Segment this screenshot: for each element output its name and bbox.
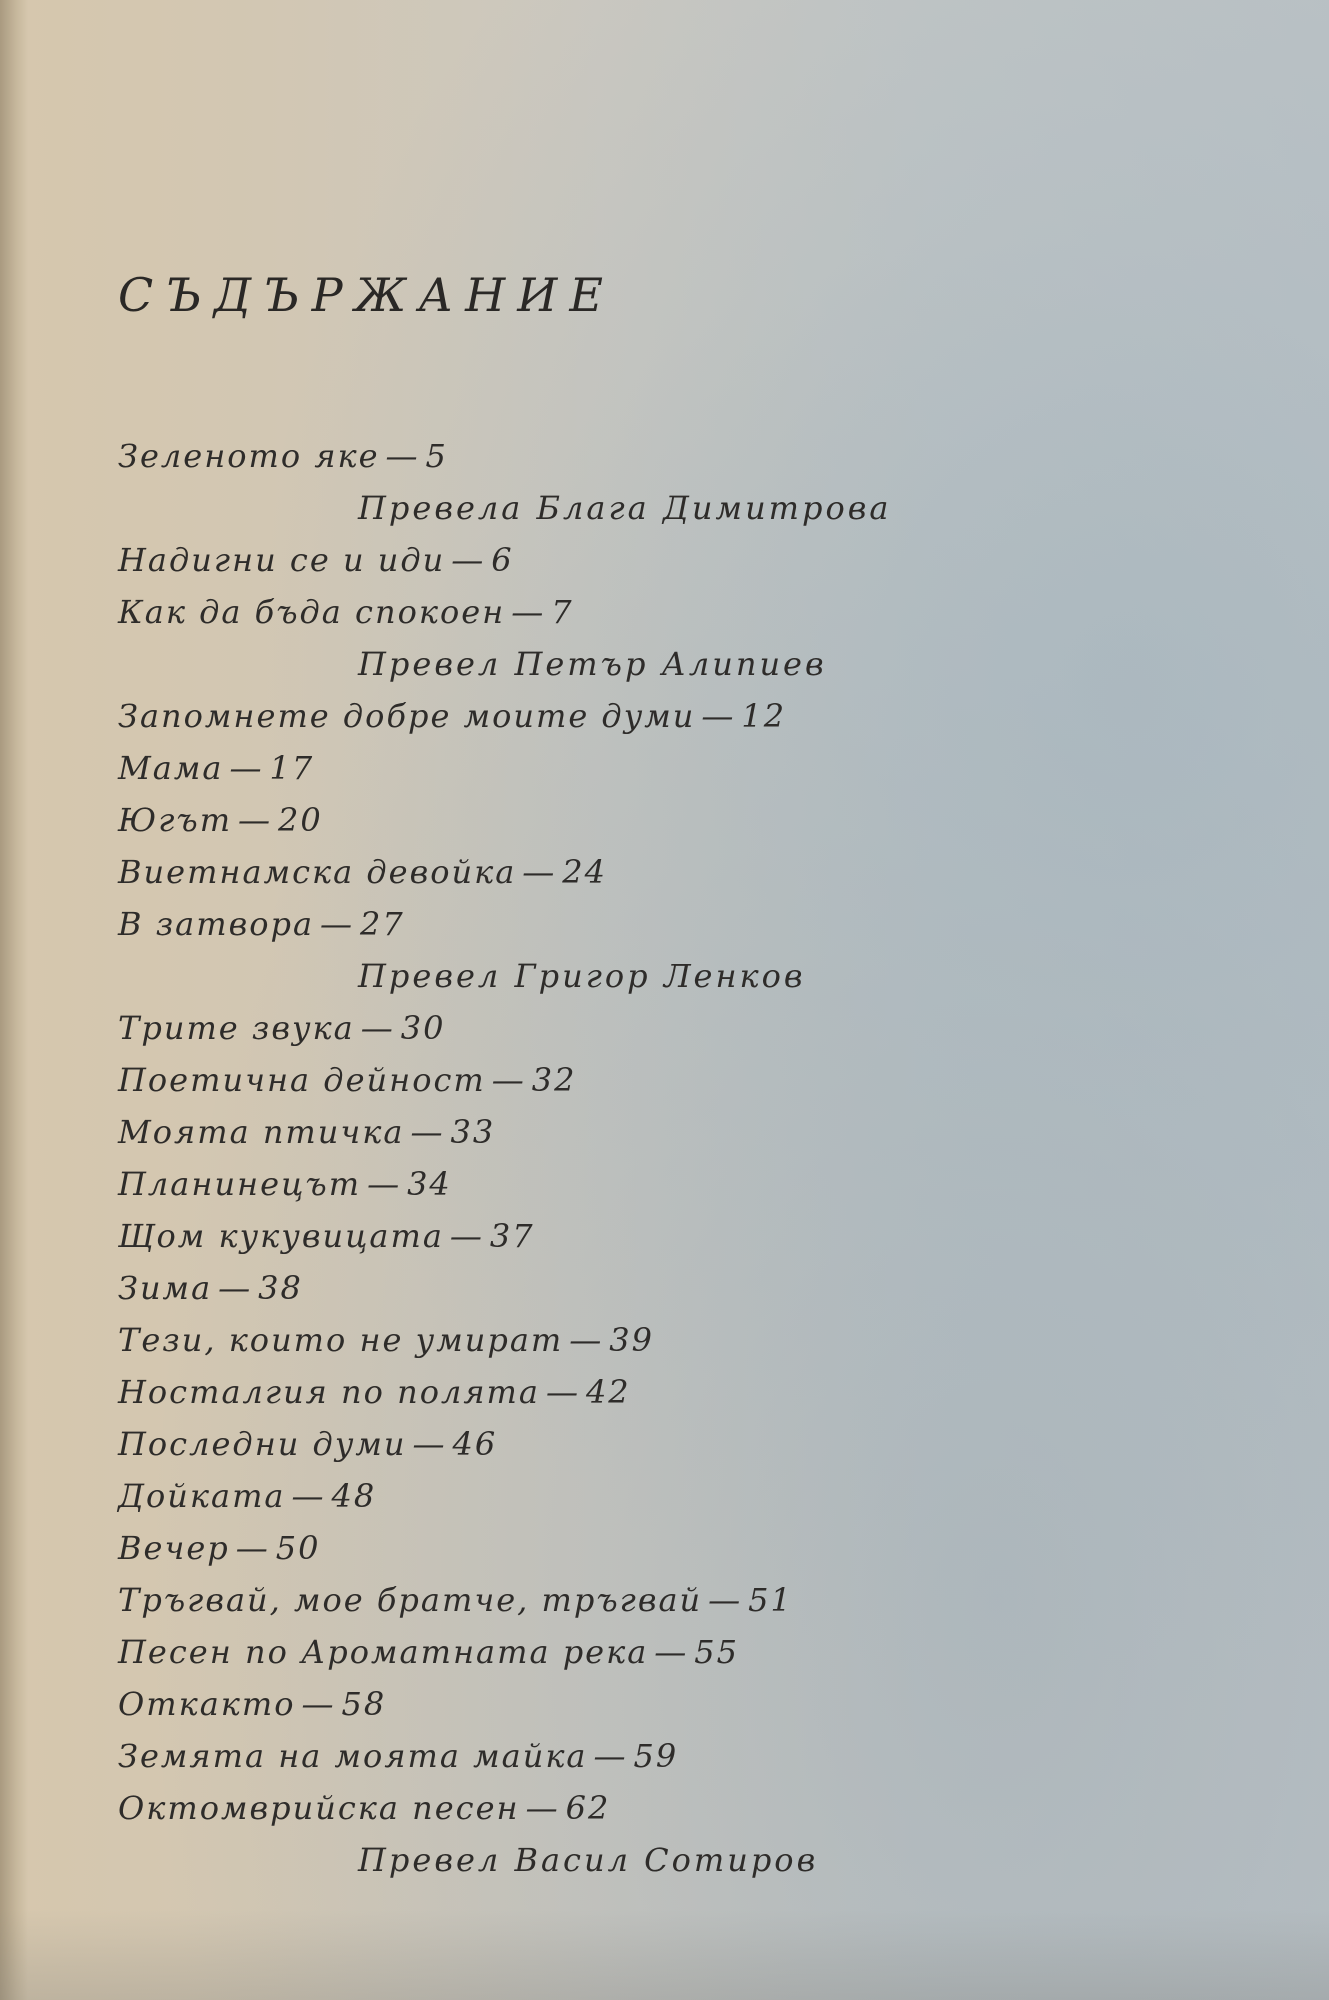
page-number: 55	[694, 1633, 740, 1671]
toc-entry	[118, 1366, 1118, 1418]
dash-separator: —	[522, 853, 557, 891]
toc-entry	[118, 1054, 1118, 1106]
toc-entry	[118, 794, 1118, 846]
page-number: 48	[331, 1477, 377, 1515]
page-number: 42	[585, 1373, 631, 1411]
page-number: 32	[531, 1061, 577, 1099]
page-number: 34	[407, 1165, 452, 1203]
toc-entry	[118, 1678, 1118, 1730]
table-of-contents	[118, 430, 1118, 1886]
poem-title: Земята на моята майка	[118, 1737, 588, 1775]
dash-separator: —	[449, 1217, 484, 1255]
page-number: 30	[400, 1009, 446, 1047]
toc-entry	[118, 1262, 1118, 1314]
dash-separator: —	[569, 1321, 604, 1359]
toc-entry	[118, 1314, 1118, 1366]
translator-text: Превела Блага Димитрова	[358, 489, 892, 527]
toc-entry	[118, 430, 1118, 482]
poem-title: Трите звука	[118, 1009, 355, 1047]
toc-entry	[118, 1002, 1118, 1054]
page-number: 58	[341, 1685, 387, 1723]
page-number: 7	[551, 593, 574, 631]
translator-text: Превел Григор Ленков	[358, 957, 806, 995]
poem-title: Вечер	[118, 1529, 230, 1567]
poem-title: Октомврийска песен	[118, 1789, 520, 1827]
page-number: 62	[565, 1789, 611, 1827]
page-number: 37	[489, 1217, 535, 1255]
translator-text: Превел Петър Алипиев	[358, 645, 827, 683]
poem-title: Щом кукувицата	[118, 1217, 444, 1255]
page-edge	[0, 0, 28, 2000]
dash-separator: —	[701, 697, 736, 735]
page-number: 33	[450, 1113, 496, 1151]
toc-entry	[118, 1522, 1118, 1574]
poem-title: Как да бъда спокоен	[118, 593, 506, 631]
dash-separator: —	[451, 541, 486, 579]
toc-entry	[118, 586, 1118, 638]
page-number: 59	[633, 1737, 679, 1775]
page-number: 51	[748, 1581, 793, 1619]
page-number: 24	[562, 853, 607, 891]
toc-entry	[118, 534, 1118, 586]
poem-title: Поетична дейност	[118, 1061, 486, 1099]
toc-entry	[118, 1730, 1118, 1782]
poem-title: Зима	[118, 1269, 213, 1307]
poem-title: Тръгвай, мое братче, тръгвай	[118, 1581, 703, 1619]
dash-separator: —	[301, 1685, 336, 1723]
dash-separator: —	[412, 1425, 447, 1463]
poem-title: Последни думи	[118, 1425, 407, 1463]
poem-title: Надигни се и иди	[118, 541, 446, 579]
translator-credit	[118, 638, 1118, 690]
poem-title: Запомнете добре моите думи	[118, 697, 696, 735]
dash-separator: —	[410, 1113, 445, 1151]
toc-entry	[118, 1418, 1118, 1470]
dash-separator: —	[593, 1737, 628, 1775]
dash-separator: —	[291, 1477, 326, 1515]
poem-title: Моята птичка	[118, 1113, 405, 1151]
dash-separator: —	[385, 437, 420, 475]
dash-separator: —	[367, 1165, 402, 1203]
poem-title: Носталгия по полята	[118, 1373, 540, 1411]
poem-title: Песен по Ароматната река	[118, 1633, 649, 1671]
translator-credit	[118, 1834, 1118, 1886]
poem-title: Планинецът	[118, 1165, 362, 1203]
page-shadow	[0, 1910, 1329, 2000]
poem-title: Тези, които не умират	[118, 1321, 564, 1359]
dash-separator: —	[708, 1581, 743, 1619]
toc-entry	[118, 846, 1118, 898]
dash-separator: —	[218, 1269, 253, 1307]
toc-entry	[118, 1782, 1118, 1834]
page-number: 12	[741, 697, 787, 735]
poem-title: Мама	[118, 749, 224, 787]
page-number: 5	[425, 437, 448, 475]
toc-entry	[118, 1574, 1118, 1626]
toc-entry	[118, 690, 1118, 742]
page-number: 27	[360, 905, 405, 943]
page-number: 20	[278, 801, 323, 839]
translator-credit	[118, 950, 1118, 1002]
poem-title: Зеленото яке	[118, 437, 380, 475]
dash-separator: —	[545, 1373, 580, 1411]
toc-entry	[118, 1470, 1118, 1522]
dash-separator: —	[511, 593, 546, 631]
page-number: 6	[491, 541, 514, 579]
toc-entry	[118, 1158, 1118, 1210]
page-number: 39	[609, 1321, 654, 1359]
toc-entry	[118, 742, 1118, 794]
poem-title: Откакто	[118, 1685, 296, 1723]
poem-title: Югът	[118, 801, 233, 839]
dash-separator: —	[491, 1061, 526, 1099]
toc-entry	[118, 1626, 1118, 1678]
poem-title: Виетнамска девойка	[118, 853, 517, 891]
page-number: 46	[452, 1425, 498, 1463]
poem-title: В затвора	[118, 905, 315, 943]
contents-heading: СЪДЪРЖАНИЕ	[118, 268, 615, 322]
translator-text: Превел Васил Сотиров	[358, 1841, 819, 1879]
dash-separator: —	[654, 1633, 689, 1671]
dash-separator: —	[360, 1009, 395, 1047]
toc-entry	[118, 898, 1118, 950]
page-number: 17	[269, 749, 315, 787]
dash-separator: —	[525, 1789, 560, 1827]
dash-separator: —	[229, 749, 264, 787]
page-number: 38	[258, 1269, 303, 1307]
dash-separator: —	[238, 801, 273, 839]
dash-separator: —	[320, 905, 355, 943]
dash-separator: —	[235, 1529, 270, 1567]
translator-credit	[118, 482, 1118, 534]
toc-entry	[118, 1210, 1118, 1262]
toc-entry	[118, 1106, 1118, 1158]
poem-title: Дойката	[118, 1477, 286, 1515]
page-number: 50	[275, 1529, 321, 1567]
